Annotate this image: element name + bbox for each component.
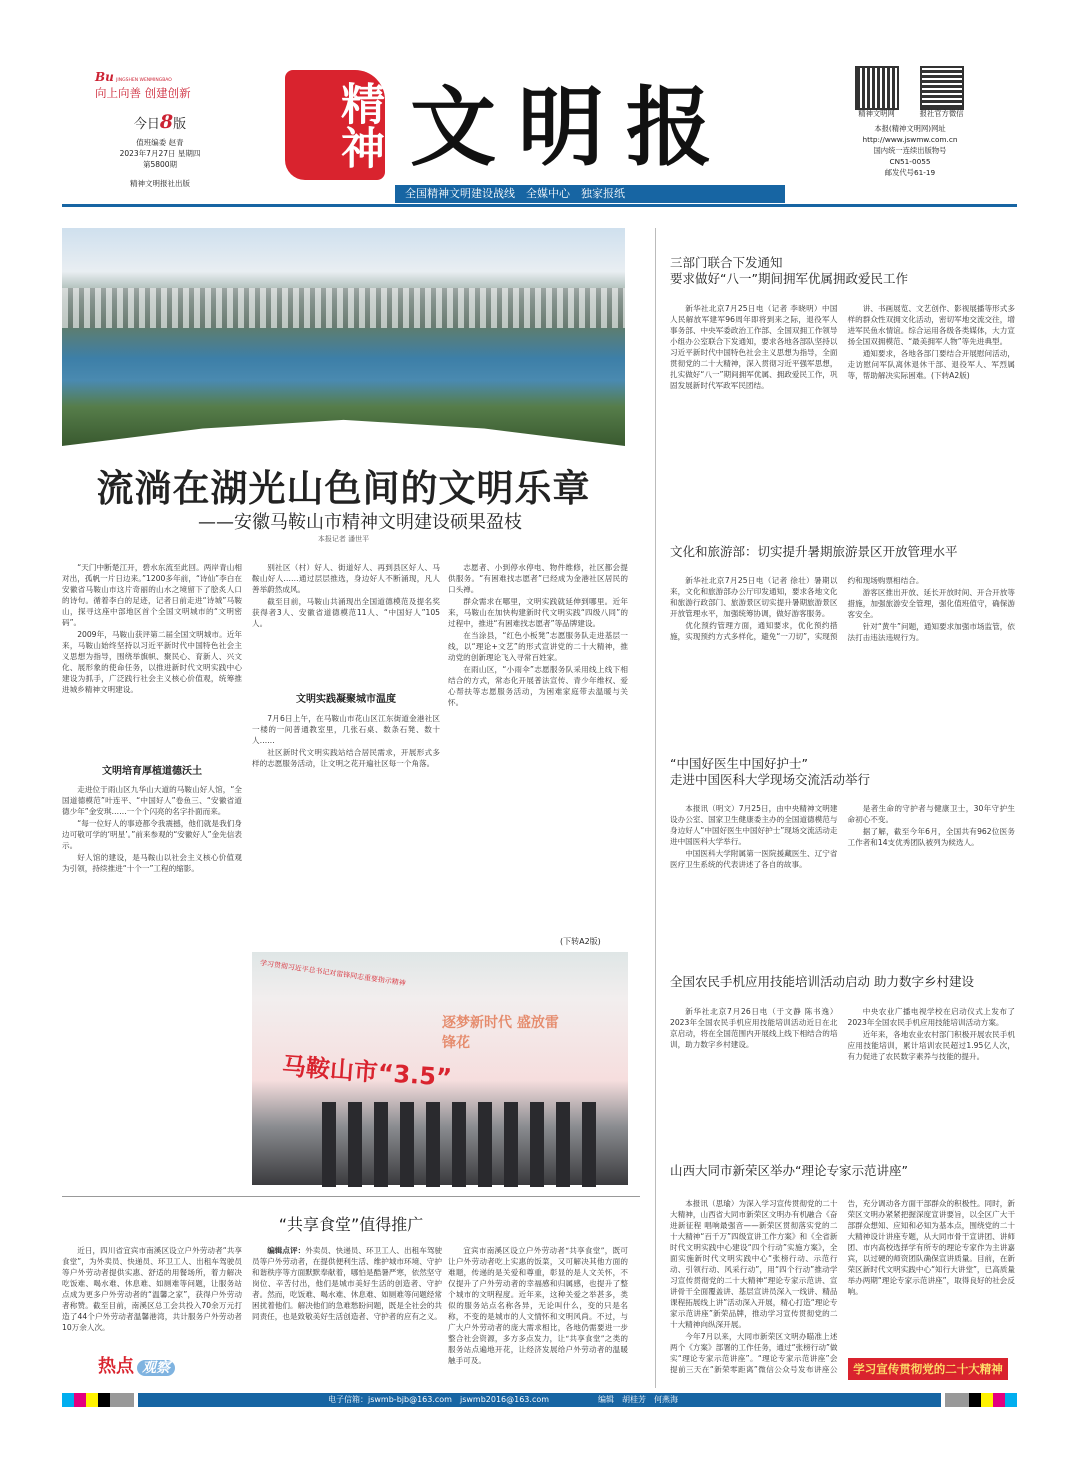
article-title: “中国好医生中国好护士” 走进中国医科大学现场交流活动举行 [670, 756, 871, 787]
footer-bar [62, 1393, 1017, 1407]
article-body: 新华社北京7月25日电（记者 李晓明）中国人民解放军建军96周年即将到来之际，退役军人事务部、中央军委政治工作部、全国双拥工作领导小组办公室联合下发通知，要求各地各部队坚持以习近平新时代中国特色社会主义思想为指导，全面贯彻党的二十大精神，深入贯彻习近平强军思想，扎实做好“八一”期间拥军优属、拥政爱民工作，巩固发展新时代军政军民团结。 讲、书画展览、文艺创作、影视展播等形式多样的群众性双拥文化活动，密切军地交流交往，增进军民鱼水情谊。综合运用各级各类媒体，大力宣扬全国双拥模范、“最美拥军人物”等先进典型。 通知要求，各地各部门要结合开展慰问活动，走访慰问军队离休退休干部、退役军人、军烈属等，帮助解决实际困难。(下转A2版) [670, 304, 1015, 390]
footer-email: 电子信箱：jswmb-bjb@163.com jswmb2016@163.com [328, 1395, 550, 1404]
article-title: 全国农民手机应用技能培训活动启动 助力数字乡村建设 [670, 974, 974, 989]
masthead-banner: 全国精神文明建设战线 全媒中心 独家报纸 [395, 185, 785, 203]
hot-observation-logo: 热点 观察 [98, 1352, 175, 1378]
masthead-right: 精神文明网 报社官方微信 本报(精神文明网)网址 http://www.jswmw.com.cn 国内统一连续出版物号 CN51-0055 邮发代号61-19 [845, 68, 975, 178]
article-title: 文化和旅游部：切实提升暑期旅游景区开放管理水平 [670, 544, 958, 559]
masthead-rule [62, 204, 1017, 207]
lead-subtitle: ——安徽马鞍山市精神文明建设硕果盈枝 [198, 512, 522, 533]
duty-editor: 值班编委 赵青 [136, 138, 184, 147]
article-body: 本报讯（明文）7月25日，由中央精神文明建设办公室、国家卫生健康委主办的全国道德模范与身边好人“中国好医生中国好护士”现场交流活动走进中国医科大学举行。 中国医科大学附属第一医院援藏医生、辽宁省医疗卫生系统的代表讲述了各自的故事。 是者生命的守护者与健康卫士，30年守护生命初心不变。 据了解，截至今年6月，全国共有962位医务工作者和14支优秀团队被列为候选人。 [670, 804, 1015, 869]
section-heading: 文明实践凝聚城市温度 [296, 694, 396, 705]
hot-column-1: 近日，四川省宜宾市南溪区设立户外劳动者“共享食堂”，为外卖员、快递员、环卫工人、出租车驾驶员等户外劳动者提供实惠、舒适的用餐场所，着力解决吃饭难、喝水难、休息难、如厕难等问题，让服务站点成为更多户外劳动者的“温馨之家”，获得户外劳动者称赞。截至目前，南溪区总工会共投入70余万元打造了44个户外劳动者温馨港湾，共计服务户外劳动者10万余人次。 [62, 1246, 242, 1332]
article-title: 山西大同市新荣区举办“理论专家示范讲座” [670, 1163, 908, 1178]
lead-byline: 本报记者 潘世平 [317, 535, 370, 543]
divider [62, 1196, 640, 1197]
section-heading: 文明培育厚植道德沃土 [102, 766, 202, 777]
lead-photo-lake-city [62, 228, 625, 446]
article-body: 新华社北京7月26日电（于文静 陈书逸）2023年全国农民手机应用技能培训活动近日在北京启动，将在全国范围内开展线上线下相结合的培训，助力数字乡村建设。 中央农业广播电视学校在启动仪式上发布了2023年全国农民手机应用技能培训活动方案。 近年来，各地农业农村部门积极开展农民手机应用技能培训，累计培训农民超过1.95亿人次，有力促进了农民数字素养与技能的提升。 [670, 1007, 1015, 1061]
brand-latin: JINGSHEN WENMINGBAO [116, 78, 172, 83]
hot-column-3: 宜宾市南溪区设立户外劳动者“共享食堂”，既可让户外劳动者吃上实惠的饭菜，又可解决其他方面的难题，传递的是关爱和尊重，彰显的是人文关怀，不仅提升了户外劳动者的幸福感和归属感，也提升了整个城市的文明程度。近年来，这种关爱之举甚多，类似的服务站点名称各异，无论叫什么，变的只是名称，不变的是城市的人文情怀和文明风尚。不过，与广大户外劳动者的庞大需求相比，各地仍需要进一步整合社会资源，多方多点发力，让“共享食堂”之类的服务站点遍地开花，让经济发展给户外劳动者的温暖触手可及。 [448, 1246, 628, 1365]
lead-column-2b: 7月6日上午，在马鞍山市花山区江东街道金港社区一楼的一间普通教室里，几张石桌、数条石凳、数十人…… 社区新时代文明实践站结合居民需求，开展形式多样的志愿服务活动，让文明之花开遍社区每一个角落。 [252, 714, 440, 768]
issue-number: 第5800期 [142, 160, 178, 169]
publisher: 精神文明报社出版 [130, 179, 190, 188]
hot-comment: 编辑点评：外卖员、快递员、环卫工人、出租车驾驶员等户外劳动者，在提供便利生活、维护城市环境、守护和谐秩序等方面默默奉献着，哪怕是酷暑严寒，依然坚守岗位、辛苦付出，他们是城市美好生活的创造者、守护者。然而，吃饭难、喝水难、休息难、如厕难等问题经常困扰着他们。解决他们的急难愁盼问题，既是全社会的共同责任，也是致敬美好生活创造者、守护者的应有之义。 [252, 1246, 443, 1321]
lead-column-2: 别社区（村）好人、街道好人、再到县区好人、马鞍山好人……通过层层推选，身边好人不断涌现，凡人善举蔚然成风。 截至目前，马鞍山共涌现出全国道德模范及提名奖获得者3人、安徽省道德模范11人、“中国好人”105人。 [252, 563, 440, 628]
qr-code-icon[interactable] [922, 68, 962, 108]
article-title: 三部门联合下发通知 要求做好“八一”期间拥军优属拥政爱民工作 [670, 255, 908, 286]
lead-column-3: 志愿者、小到停水停电、物件维修，社区都会提供服务。“有困难找志愿者”已经成为金港社区居民的口头禅。 群众需求在哪里，文明实践就延伸到哪里。近年来，马鞍山在加快构建新时代文明实践“四级八同”的过程中，推进“有困难找志愿者”等品牌建设。 在当涂县，“红色小板凳”志愿服务队走进基层一线，以“理论+文艺”的形式宣讲党的二十大精神，推动党的创新理论飞入寻常百姓家。 在雨山区，“小雨伞”志愿服务队采用线上线下相结合的方式，常态化开展普法宣传、青少年维权、爱心帮扶等志愿服务活动，为困难家庭带去温暖与关怀。 [448, 563, 628, 707]
article-body: 新华社北京7月25日电（记者 徐壮）暑期以来，文化和旅游部办公厅印发通知，要求各地文化和旅游行政部门、旅游景区切实提升暑期旅游景区开放管理水平，加强统筹协调，做好游客服务。 优化预约管理方面，通知要求，优化预约措施，实现预约方式多样化，避免“一刀切”，实现预约和现场购票相结合。 游客区推出开放、延长开放时间、开合开放等措施，加强旅游安全管理，强化值班值守，确保游客安全。 针对“黄牛”问题，通知要求加强市场监管，依法打击违法违规行为。 [670, 576, 1015, 642]
column-rule [655, 228, 656, 1388]
lead-column-1b: 走进位于雨山区九华山大道的马鞍山好人馆，“全国道德模范”叶连平、“中国好人”卷鱼三、“安徽省道德少年”金安琪……一个个闪亮的名字扑面而来。 “每一位好人的事迹都令我震撼，他们就是我们身边可敬可学的‘明星’。”前来参观的“安徽好人”金先信表示。 好人馆的建设，是马鞍山以社会主义核心价值观为引领，持续推进“十个一”工程的缩影。 [62, 785, 242, 873]
issue-date: 2023年7月27日 星期四 [119, 149, 201, 158]
newspaper-logo: 精神 文明报 [285, 70, 785, 182]
today-pages: 今日8版 [133, 111, 187, 133]
continued-note: (下转A2版) [560, 937, 601, 946]
campaign-badge: 学习宣传贯彻党的二十大精神 [848, 1358, 1008, 1380]
qr-code-icon[interactable] [857, 68, 897, 108]
hot-title: “共享食堂”值得推广 [278, 1215, 424, 1234]
slogan: 向上向善 创建创新 [95, 86, 191, 100]
masthead-info: Bu JINGSHEN WENMINGBAO 向上向善 创建创新 今日8版 值班编委 赵青 2023年7月27日 星期四 第5800期 精神文明报社出版 [95, 70, 225, 189]
article-body: 本报讯（思瑜）为深入学习宣传贯彻党的二十大精神，山西省大同市新荣区文明办有机融合《奋进新征程 唱响最强音——新荣区贯彻落实党的二十大精神“百千万”四级宣讲工作方案》和《全省新时代文明实践中心建设“四个行动”实施方案》，全面实施新时代文明实践中心“张榜行动、示范行动、引领行动、风采行动”，用“四个行动”推动学习宣传贯彻党的二十大精神“理论专家示范讲、宣讲骨干全面覆盖讲、基层宣讲员深入一线讲、精品课程拓展线上讲”活动深入开展，精心打造“理论专家示范讲座”新荣品牌，推动学习宣传贯彻党的二十大精神向纵深开展。 今年7月以来，大同市新荣区文明办瞄准上述两个《方案》部署的工作任务，通过“张榜行动”做实“理论专家示范讲座”。“理论专家示范讲座”会提前三天在“新荣零距离”微信公众号发布讲座公告，充分调动各方面干部群众的积极性。同时，新荣区文明办紧紧把握深度宣讲要旨，以全区广大干部群众想知、应知和必知为基本点，围绕党的二十大精神设计讲座专题，从大同市骨干宣讲团、讲师团、市内高校选择学有所专的理论专家作为主讲嘉宾，以过硬的师资团队确保宣讲质量。目前，在新荣区新时代文明实践中心“知行大讲堂”，已高质量举办两期“理论专家示范讲座”，取得良好的社会反响。 [670, 1199, 1015, 1374]
footer-editor: 编辑 胡桂芳 何燕海 [598, 1395, 678, 1404]
event-photo: 学习贯彻习近平总书记对雷锋同志重要指示精神 逐梦新时代 盛放雷锋花 马鞍山市“3.5” [252, 952, 628, 1185]
lead-title: 流淌在湖光山色间的文明乐章 [96, 467, 591, 510]
lead-column-1: “天门中断楚江开，碧水东流至此回。两岸青山相对出，孤帆一片日边来。”1200多年前，“诗仙”李白在安徽省马鞍山市这片奇丽的山水之境留下了脍炙人口的诗句。循着李白的足迹，记者日前走进“诗城”马鞍山，探寻这座中部地区首个全国文明城市的“文明密码”。 2009年，马鞍山获评第二届全国文明城市。近年来，马鞍山始终坚持以习近平新时代中国特色社会主义思想为指导，围绕举旗帜、聚民心、育新人、兴文化、展形象的使命任务，以推进新时代文明实践中心建设为抓手，广泛践行社会主义核心价值观，统筹推进城乡精神文明建设。 [62, 563, 242, 694]
site-url[interactable]: http://www.jswmw.com.cn [862, 135, 958, 144]
